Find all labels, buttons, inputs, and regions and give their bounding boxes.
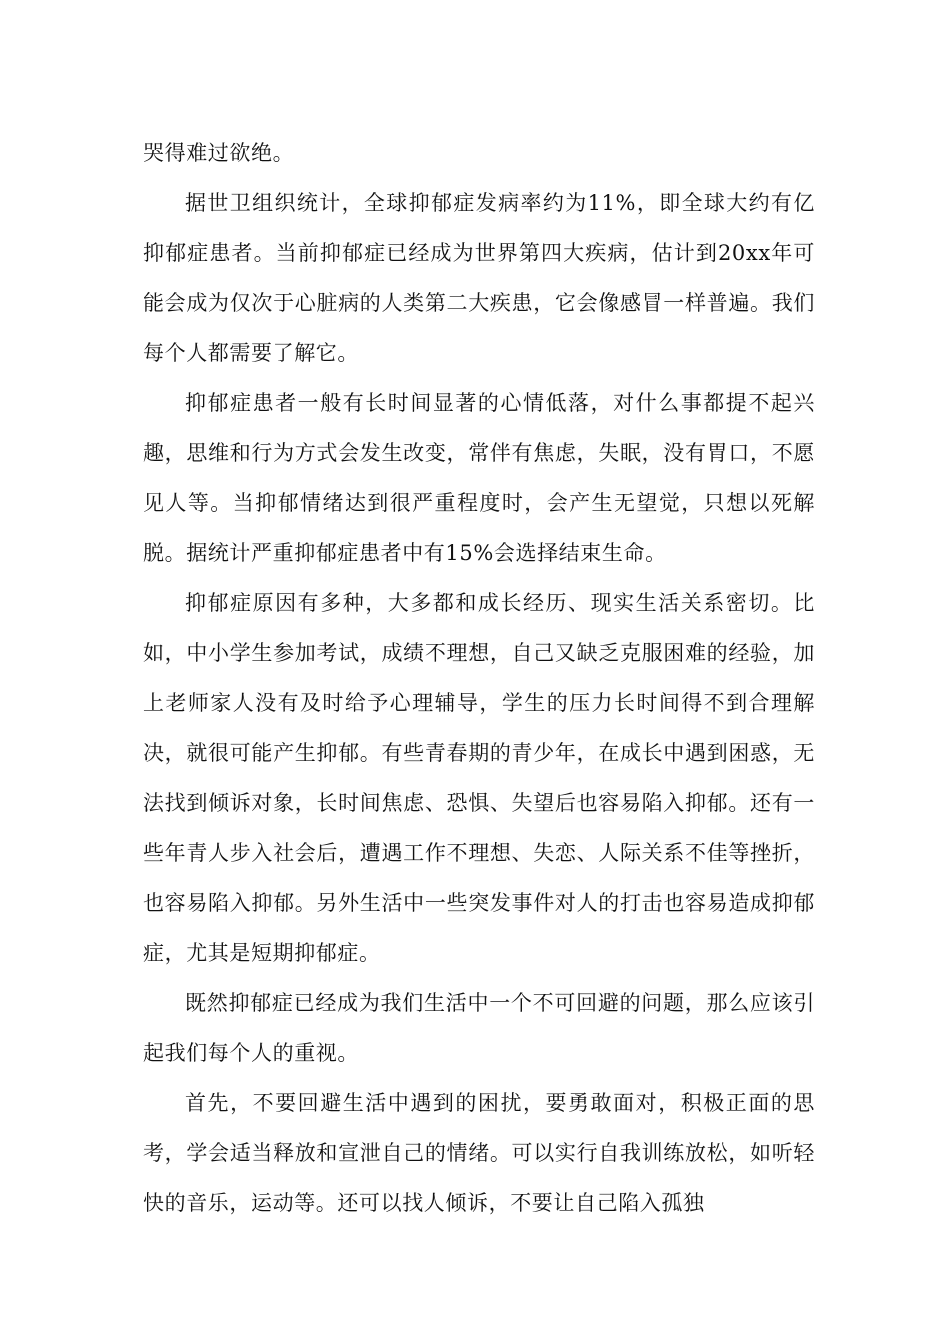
- paragraph-statistics: 据世卫组织统计，全球抑郁症发病率约为11%，即全球大约有亿抑郁症患者。当前抑郁症已经成为世界第四大疾病，估计到20xx年可能会成为仅次于心脏病的人类第二大疾患，它会像感冒一样普遍。我们每个人都需要了解它。: [143, 191, 815, 365]
- paragraph-advice: 首先，不要回避生活中遇到的困扰，要勇敢面对，积极正面的思考，学会适当释放和宣泄自己的情绪。可以实行自我训练放松，如听轻快的音乐，运动等。还可以找人倾诉，不要让自己陷入孤独: [143, 1091, 815, 1215]
- paragraph-attention: 既然抑郁症已经成为我们生活中一个不可回避的问题，那么应该引起我们每个人的重视。: [143, 991, 815, 1065]
- document-body: [143, 128, 815, 1228]
- paragraph-continuation: 哭得难过欲绝。: [143, 141, 295, 165]
- paragraph-causes: 抑郁症原因有多种，大多都和成长经历、现实生活关系密切。比如，中小学生参加考试，成绩不理想，自己又缺乏克服困难的经验，加上老师家人没有及时给予心理辅导，学生的压力长时间得不到合理解决，就很可能产生抑郁。有些青春期的青少年，在成长中遇到困惑，无法找到倾诉对象，长时间焦虑、恐惧、失望后也容易陷入抑郁。还有一些年青人步入社会后，遭遇工作不理想、失恋、人际关系不佳等挫折，也容易陷入抑郁。另外生活中一些突发事件对人的打击也容易造成抑郁症，尤其是短期抑郁症。: [143, 591, 815, 965]
- paragraph-symptoms: 抑郁症患者一般有长时间显著的心情低落，对什么事都提不起兴趣，思维和行为方式会发生改变，常伴有焦虑，失眠，没有胃口，不愿见人等。当抑郁情绪达到很严重程度时，会产生无望觉，只想以死解脱。据统计严重抑郁症患者中有15%会选择结束生命。: [143, 391, 815, 565]
